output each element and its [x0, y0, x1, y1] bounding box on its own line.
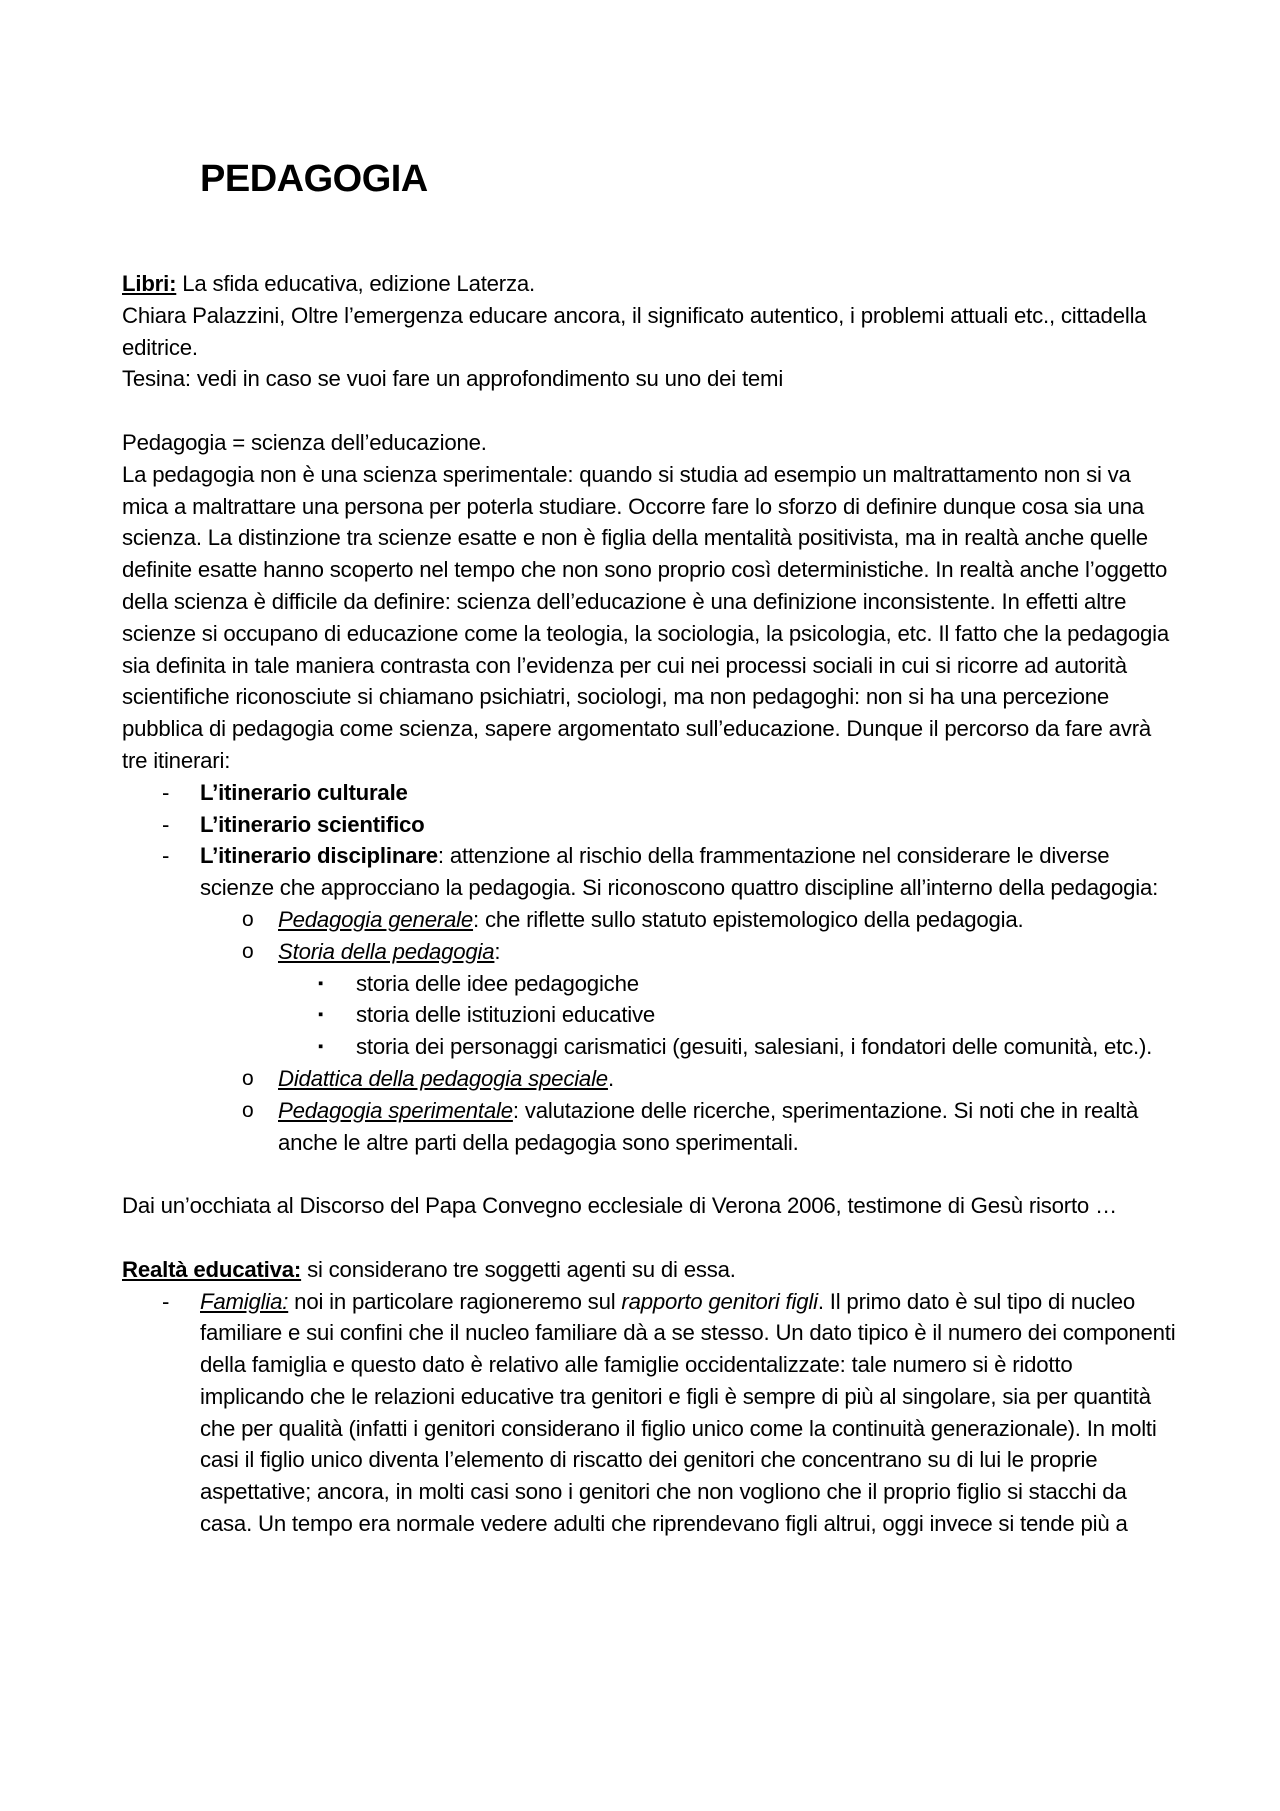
square-marker: ▪ [318, 1006, 324, 1024]
circle-marker: o [242, 907, 254, 931]
document-body [122, 268, 1182, 1540]
list-item-family [122, 1286, 1182, 1540]
history-item-text: storia delle istituzioni educative [356, 1002, 656, 1028]
page-title: PEDAGOGIA [200, 158, 428, 200]
discipline-general-text: : che riflette sullo statuto epistemologico della pedagogia. [473, 906, 1024, 932]
discipline-didactics-label: Didattica della pedagogia speciale [278, 1065, 608, 1091]
family-text-2: . Il primo dato è sul tipo di nucleo familiare e sui confini che il nucleo familiare dà a se stesso. Un dato tipico è il numero dei componenti della famiglia e questo dato è relativo alle famiglie occidentalizzate: tale numero si è ridotto implicando che le relazioni educative tra genitori e figli è sempre di più al singolare, sia per quantità che per qualità (infatti i genitori considerano il figlio unico come la continuità generazionale). In molti casi il figlio unico diventa l’elemento di riscatto dei genitori che concentrano su di lui le proprie aspettative; ancora, in molti casi sono i genitori che non vogliono che il proprio figlio si stacchi da casa. Un tempo era normale vedere adulti che riprendevano figli altrui, oggi invece si tende più a [200, 1288, 1176, 1537]
reality-text: si considerano tre soggetti agenti su di essa. [301, 1256, 736, 1282]
definition-line: Pedagogia = scienza dell’educazione. [122, 429, 487, 455]
list-item-history-figures [122, 1031, 1182, 1063]
list-item-disciplinary [122, 840, 1182, 904]
books-line-3: Tesina: vedi in caso se vuoi fare un approfondimento su uno dei temi [122, 366, 784, 392]
discipline-history-text: : [494, 938, 501, 964]
itinerary-disciplinary-text: : attenzione al rischio della frammentazione nel considerare le diverse scienze che approcciano la pedagogia. Si riconoscono quattro discipline all’interno della pedagogia: [200, 843, 1159, 901]
list-item-history [122, 936, 1182, 968]
circle-marker: o [242, 939, 254, 963]
dash-marker: - [162, 779, 170, 805]
books-line-1: La sfida educativa, edizione Laterza. [176, 271, 535, 296]
circle-marker: o [242, 1066, 254, 1090]
reality-label: Realtà educativa: [122, 1256, 302, 1282]
circle-marker: o [242, 1098, 254, 1122]
list-item-scientific [122, 809, 1182, 841]
discipline-general-label: Pedagogia generale [278, 906, 474, 932]
history-item-text: storia dei personaggi carismatici (gesuiti, salesiani, i fondatori delle comunità, etc.). [356, 1034, 1153, 1060]
list-item-general [122, 904, 1182, 936]
note-paragraph: Dai un’occhiata al Discorso del Papa Convegno ecclesiale di Verona 2006, testimone di Gesù risorto … [122, 1193, 1118, 1219]
itinerary-scientific: L’itinerario scientifico [200, 811, 425, 837]
intro-paragraph: La pedagogia non è una scienza sperimentale: quando si studia ad esempio un maltrattamento non si va mica a maltrattare una persona per poterla studiare. Occorre fare lo sforzo di definire dunque cosa sia una scienza. La distinzione tra scienze esatte e non è figlia della mentalità positivista, ma in realtà anche quelle definite esatte hanno scoperto nel tempo che non sono proprio così deterministiche. In realtà anche l’oggetto della scienza è difficile da definire: scienza dell’educazione è una definizione inconsistente. In effetti altre scienze si occupano di educazione come la teologia, la sociologia, la psicologia, etc. Il fatto che la pedagogia sia definita in tale maniera contrasta con l’evidenza per cui nei processi sociali in cui si ricorre ad autorità scientifiche riconosciute si chiamano psichiatri, sociologi, ma non pedagoghi: non si ha una percezione pubblica di pedagogia come scienza, sapere argomentato sull’educazione. Dunque il percorso da fare avrà tre itinerari: [122, 461, 1169, 773]
books-label: Libri: [122, 271, 177, 296]
square-marker: ▪ [318, 974, 324, 992]
discipline-experimental-label: Pedagogia sperimentale [278, 1097, 513, 1123]
itinerary-disciplinary-label: L’itinerario disciplinare [200, 843, 438, 869]
discipline-history-label: Storia della pedagogia [278, 938, 495, 964]
list-item-cultural [122, 777, 1182, 809]
spacer [122, 1158, 1182, 1190]
family-text-1: noi in particolare ragioneremo sul [288, 1288, 622, 1314]
spacer [122, 1222, 1182, 1254]
history-item-text: storia delle idee pedagogiche [356, 970, 639, 996]
list-item-history-institutions [122, 999, 1182, 1031]
family-label: Famiglia: [200, 1288, 289, 1314]
discipline-experimental-text: : valutazione delle ricerche, sperimentazione. Si noti che in realtà anche le altre parti della pedagogia sono sperimentali. [278, 1097, 1139, 1155]
dash-marker: - [162, 1288, 170, 1314]
discipline-didactics-text: . [607, 1065, 614, 1091]
itinerary-cultural: L’itinerario culturale [200, 779, 408, 805]
dash-marker: - [162, 843, 170, 869]
dash-marker: - [162, 811, 170, 837]
list-item-experimental [122, 1095, 1182, 1159]
spacer [122, 395, 1182, 427]
list-item-history-ideas [122, 968, 1182, 1000]
reality-paragraph [122, 1254, 1182, 1286]
family-italic: rapporto genitori figli [621, 1288, 818, 1314]
square-marker: ▪ [318, 1038, 324, 1056]
list-item-didactics [122, 1063, 1182, 1095]
books-paragraph [122, 268, 1182, 300]
books-line-2: Chiara Palazzini, Oltre l’emergenza educare ancora, il significato autentico, i problemi attuali etc., cittadella editrice. [122, 302, 1147, 360]
